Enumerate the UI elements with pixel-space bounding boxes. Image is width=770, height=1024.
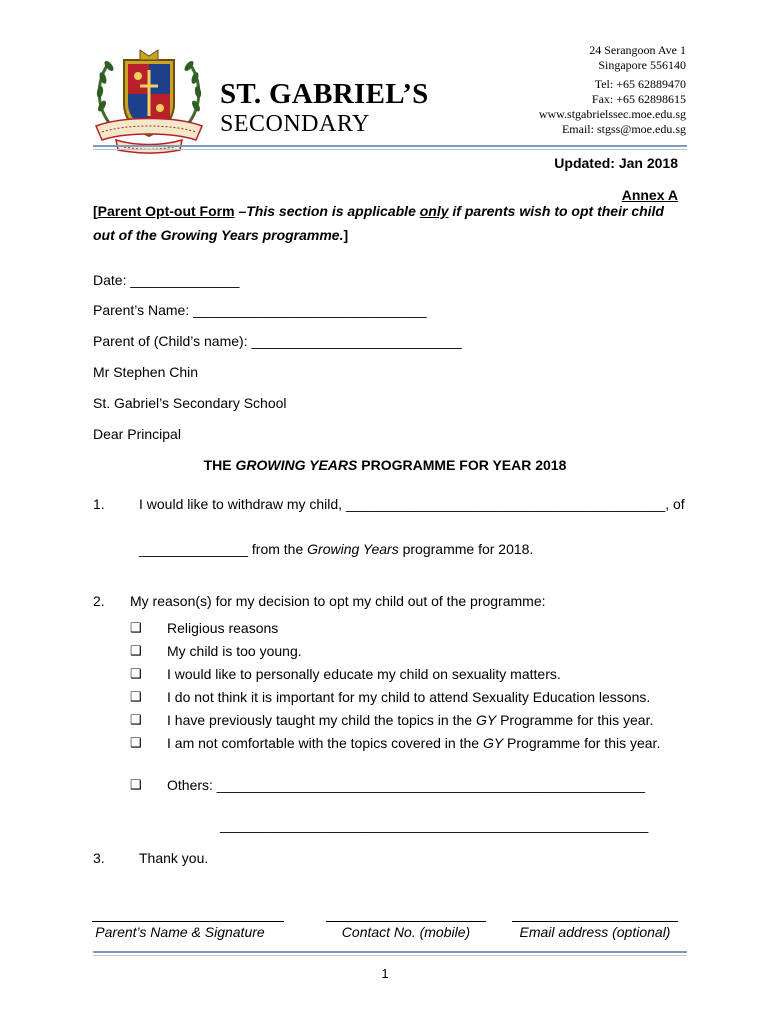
reason6-b: Programme for this year. bbox=[503, 735, 661, 751]
item-3-number: 3. bbox=[93, 850, 105, 866]
annex-label: Annex A bbox=[621, 187, 678, 203]
checkbox-icon[interactable]: ❑ bbox=[130, 620, 142, 635]
reason5-gy: GY bbox=[475, 712, 497, 728]
email-address-label: Email address (optional) bbox=[519, 924, 671, 940]
email-link[interactable]: Email: stgss@moe.edu.sg bbox=[561, 122, 686, 136]
address-line-1: 24 Serangoon Ave 1 bbox=[589, 43, 686, 57]
dash: – bbox=[234, 203, 247, 219]
reason-personally-educate: I would like to personally educate my child on sexuality matters. bbox=[167, 666, 561, 682]
programme-title bbox=[0, 457, 770, 474]
header-divider bbox=[93, 145, 687, 147]
reasons-intro: My reason(s) for my decision to opt my child out of the programme: bbox=[130, 593, 546, 609]
title-part1: THE bbox=[203, 457, 236, 473]
note-part2: if parents wish to opt their child bbox=[448, 203, 664, 219]
salutation: Dear Principal bbox=[93, 426, 181, 442]
reason-not-comfortable bbox=[167, 735, 660, 752]
page-number: 1 bbox=[381, 966, 389, 981]
footer-divider bbox=[93, 951, 687, 953]
checkbox-icon[interactable]: ❑ bbox=[130, 689, 142, 704]
class-blank[interactable]: ______________ from the bbox=[139, 541, 308, 557]
programme-name: Growing Years bbox=[307, 541, 399, 557]
reason-others-line2[interactable]: _______________________________________________________ bbox=[220, 817, 649, 833]
checkbox-icon[interactable]: ❑ bbox=[130, 666, 142, 681]
item-1-number: 1. bbox=[93, 496, 105, 512]
contact-line[interactable] bbox=[326, 921, 486, 922]
form-title: Parent Opt-out Form bbox=[97, 203, 235, 219]
school-subtitle: SECONDARY bbox=[220, 111, 370, 137]
school-crest-logo bbox=[92, 46, 206, 156]
school-address bbox=[589, 43, 686, 73]
website-link[interactable]: www.stgabrielssec.moe.edu.sg bbox=[538, 107, 686, 121]
updated-date: Updated: Jan 2018 bbox=[554, 155, 678, 171]
school-contacts bbox=[539, 77, 686, 137]
signature-line[interactable] bbox=[92, 921, 284, 922]
line2-end: programme for 2018. bbox=[398, 541, 534, 557]
reason6-a: I am not comfortable with the topics covered in the bbox=[167, 735, 483, 751]
thank-you: Thank you. bbox=[139, 850, 209, 866]
checkbox-icon[interactable]: ❑ bbox=[130, 643, 142, 658]
reason-too-young: My child is too young. bbox=[167, 643, 302, 659]
bracket-close: ] bbox=[343, 227, 349, 243]
child-name-field[interactable]: Parent of (Child’s name): ___________________________ bbox=[93, 333, 462, 349]
parent-signature-label: Parent’s Name & Signature bbox=[95, 924, 265, 940]
reason5-a: I have previously taught my child the topics in the bbox=[167, 712, 476, 728]
date-field[interactable]: Date: ______________ bbox=[93, 272, 240, 288]
addressee: Mr Stephen Chin bbox=[93, 364, 199, 380]
reason-religious: Religious reasons bbox=[167, 620, 279, 636]
title-part2: PROGRAMME FOR YEAR 2018 bbox=[357, 457, 567, 473]
withdraw-class-field[interactable] bbox=[139, 541, 533, 558]
item-2-number: 2. bbox=[93, 593, 105, 609]
reason-others-field[interactable]: Others: _______________________________________________________ bbox=[167, 777, 646, 793]
title-italic: GROWING YEARS bbox=[235, 457, 358, 473]
footer-divider-thin bbox=[93, 955, 687, 956]
checkbox-icon[interactable]: ❑ bbox=[130, 712, 142, 727]
address-line-2: Singapore 556140 bbox=[598, 58, 686, 72]
telephone: Tel: +65 62889470 bbox=[594, 77, 686, 91]
email-line[interactable] bbox=[512, 921, 678, 922]
checkbox-icon[interactable]: ❑ bbox=[130, 777, 142, 792]
reason6-gy: GY bbox=[482, 735, 504, 751]
note-part1: This section is applicable bbox=[246, 203, 420, 219]
school-addressee: St. Gabriel’s Secondary School bbox=[93, 395, 287, 411]
school-name: ST. GABRIEL’S bbox=[220, 78, 429, 110]
header-divider-thin bbox=[93, 149, 687, 150]
fax: Fax: +65 62898615 bbox=[591, 92, 686, 106]
bracket-open: [ bbox=[93, 203, 98, 219]
form-intro-line1 bbox=[93, 203, 693, 220]
contact-number-label: Contact No. (mobile) bbox=[341, 924, 471, 940]
withdraw-child-field[interactable]: I would like to withdraw my child, _________________________________________, of bbox=[139, 496, 685, 512]
reason5-b: Programme for this year. bbox=[496, 712, 654, 728]
form-intro-line2 bbox=[93, 227, 348, 244]
parent-name-field[interactable]: Parent’s Name: ______________________________ bbox=[93, 302, 427, 318]
reason-previously-taught bbox=[167, 712, 653, 729]
note-only: only bbox=[419, 203, 449, 219]
intro-note bbox=[246, 203, 664, 219]
checkbox-icon[interactable]: ❑ bbox=[130, 735, 142, 750]
note-line2: out of the Growing Years programme. bbox=[93, 227, 344, 243]
reason-not-important: I do not think it is important for my child to attend Sexuality Education lessons. bbox=[167, 689, 651, 705]
